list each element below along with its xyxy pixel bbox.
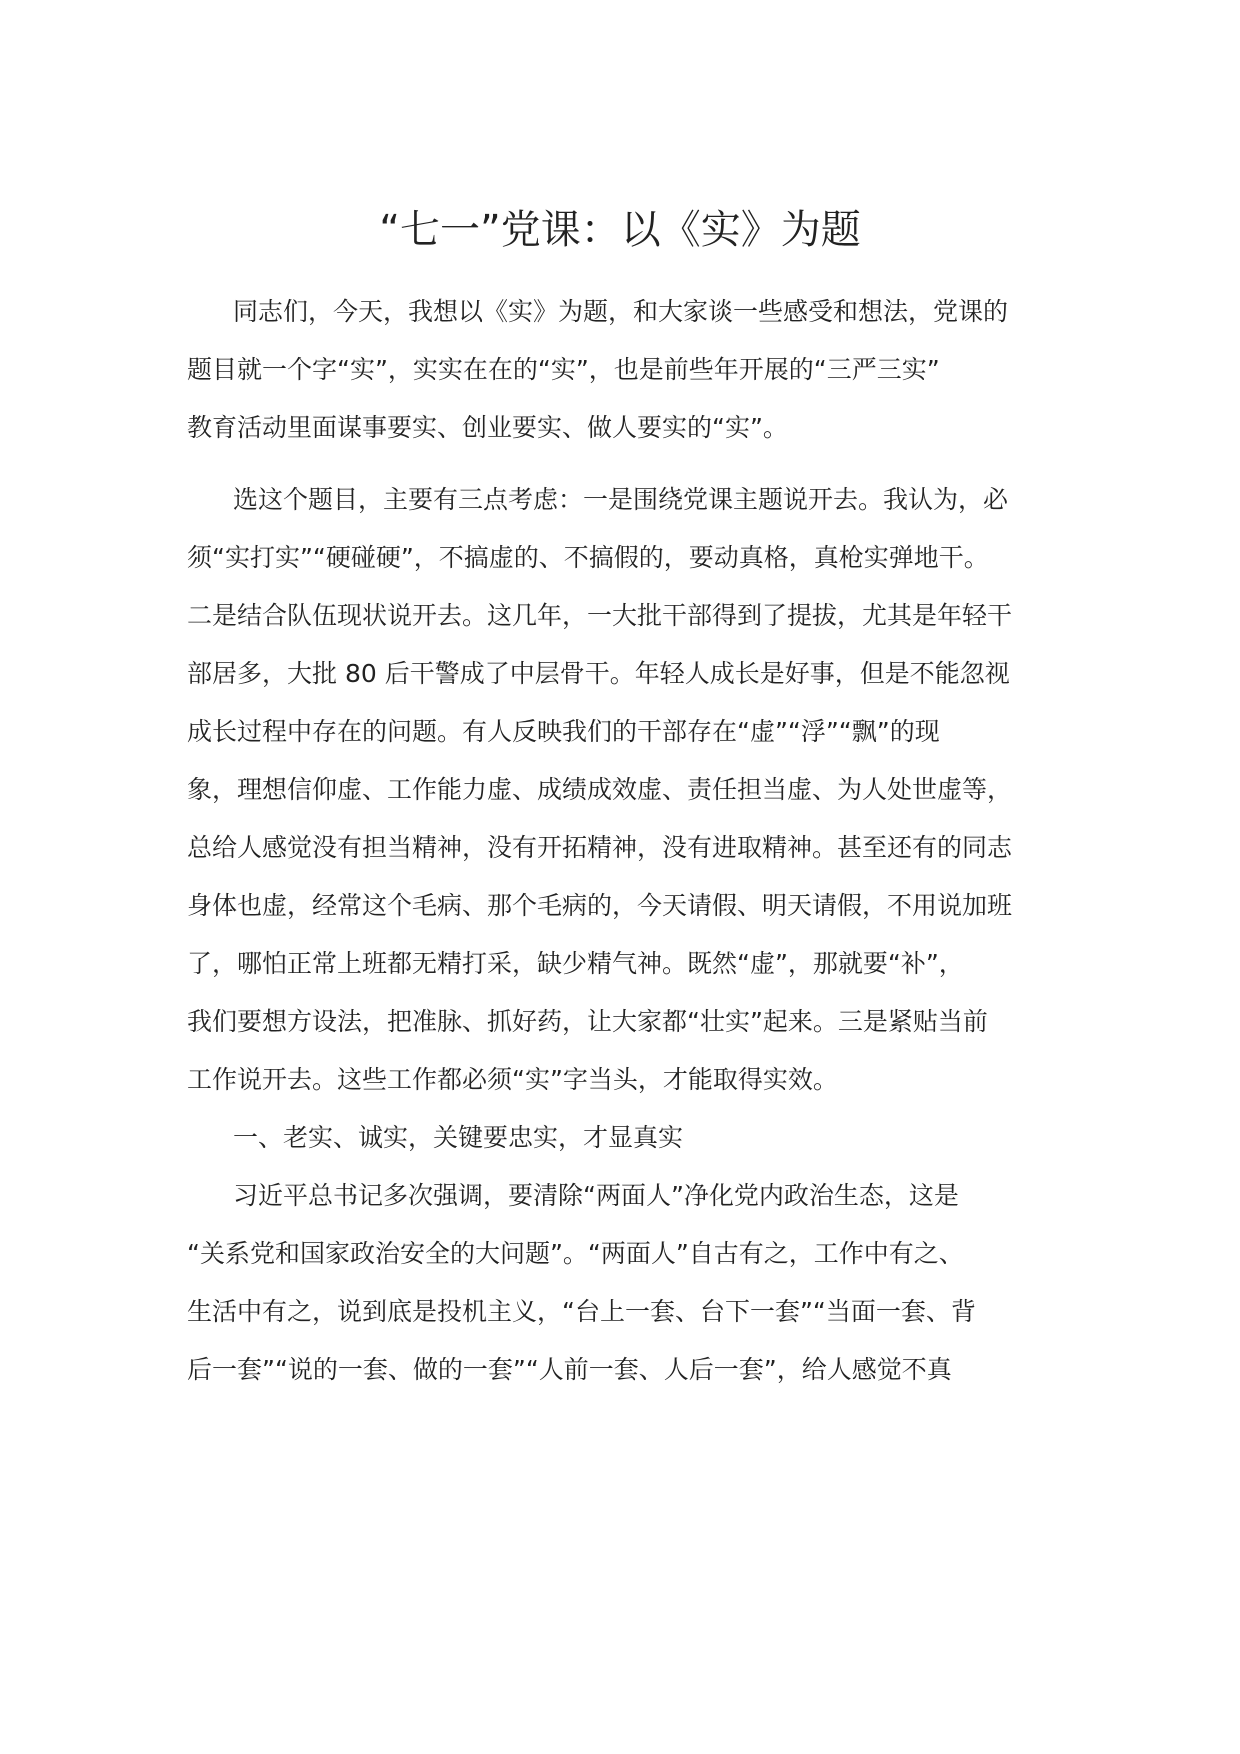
paragraph-2-line-9: 了，哪怕正常上班都无精打采，缺少精气神。既然“虚”，那就要“补”， xyxy=(187,949,964,978)
section-heading: 一、老实、诚实，关键要忠实，才显真实 xyxy=(233,1123,684,1152)
paragraph-2-line-8: 身体也虚，经常这个毛病、那个毛病的，今天请假、明天请假，不用说加班 xyxy=(187,891,1013,920)
paragraph-2-line-3: 二是结合队伍现状说开去。这几年，一大批干部得到了提拔，尤其是年轻干 xyxy=(187,601,1013,630)
paragraph-2-line-4: 部居多，大批 80 后干警成了中层骨干。年轻人成长是好事，但是不能忽视 xyxy=(187,659,1010,688)
paragraph-2-line-10: 我们要想方设法，把准脉、抓好药，让大家都“壮实”起来。三是紧贴当前 xyxy=(187,1007,988,1036)
paragraph-2-line-5: 成长过程中存在的问题。有人反映我们的干部存在“虚”“浮”“飘”的现 xyxy=(187,717,940,746)
paragraph-2-line-11: 工作说开去。这些工作都必须“实”字当头，才能取得实效。 xyxy=(187,1065,838,1094)
paragraph-3-line-1: 习近平总书记多次强调，要清除“两面人”净化党内政治生态，这是 xyxy=(233,1181,959,1210)
paragraph-2-line-2: 须“实打实”“硬碰硬”，不搞虚的、不搞假的，要动真格，真枪实弹地干。 xyxy=(187,543,989,572)
paragraph-2-line-7: 总给人感觉没有担当精神，没有开拓精神，没有进取精神。甚至还有的同志 xyxy=(187,833,1013,862)
paragraph-2-line-1: 选这个题目，主要有三点考虑：一是围绕党课主题说开去。我认为，必 xyxy=(233,485,1009,514)
paragraph-3-line-3: 生活中有之，说到底是投机主义，“台上一套、台下一套”“当面一套、背 xyxy=(187,1297,976,1326)
document-title: “七一”党课：以《实》为题 xyxy=(379,207,861,253)
paragraph-3-line-2: “关系党和国家政治安全的大问题”。“两面人”自古有之，工作中有之、 xyxy=(187,1239,964,1268)
paragraph-2-line-6: 象，理想信仰虚、工作能力虚、成绩成效虚、责任担当虚、为人处世虚等， xyxy=(187,775,1013,804)
paragraph-1-line-3: 教育活动里面谋事要实、创业要实、做人要实的“实”。 xyxy=(187,413,788,442)
paragraph-3-line-4: 后一套”“说的一套、做的一套”“人前一套、人后一套”，给人感觉不真 xyxy=(187,1355,952,1384)
paragraph-1-line-1: 同志们，今天，我想以《实》为题，和大家谈一些感受和想法，党课的 xyxy=(233,297,1009,326)
paragraph-1-line-2: 题目就一个字“实”，实实在在的“实”，也是前些年开展的“三严三实” xyxy=(187,355,940,384)
